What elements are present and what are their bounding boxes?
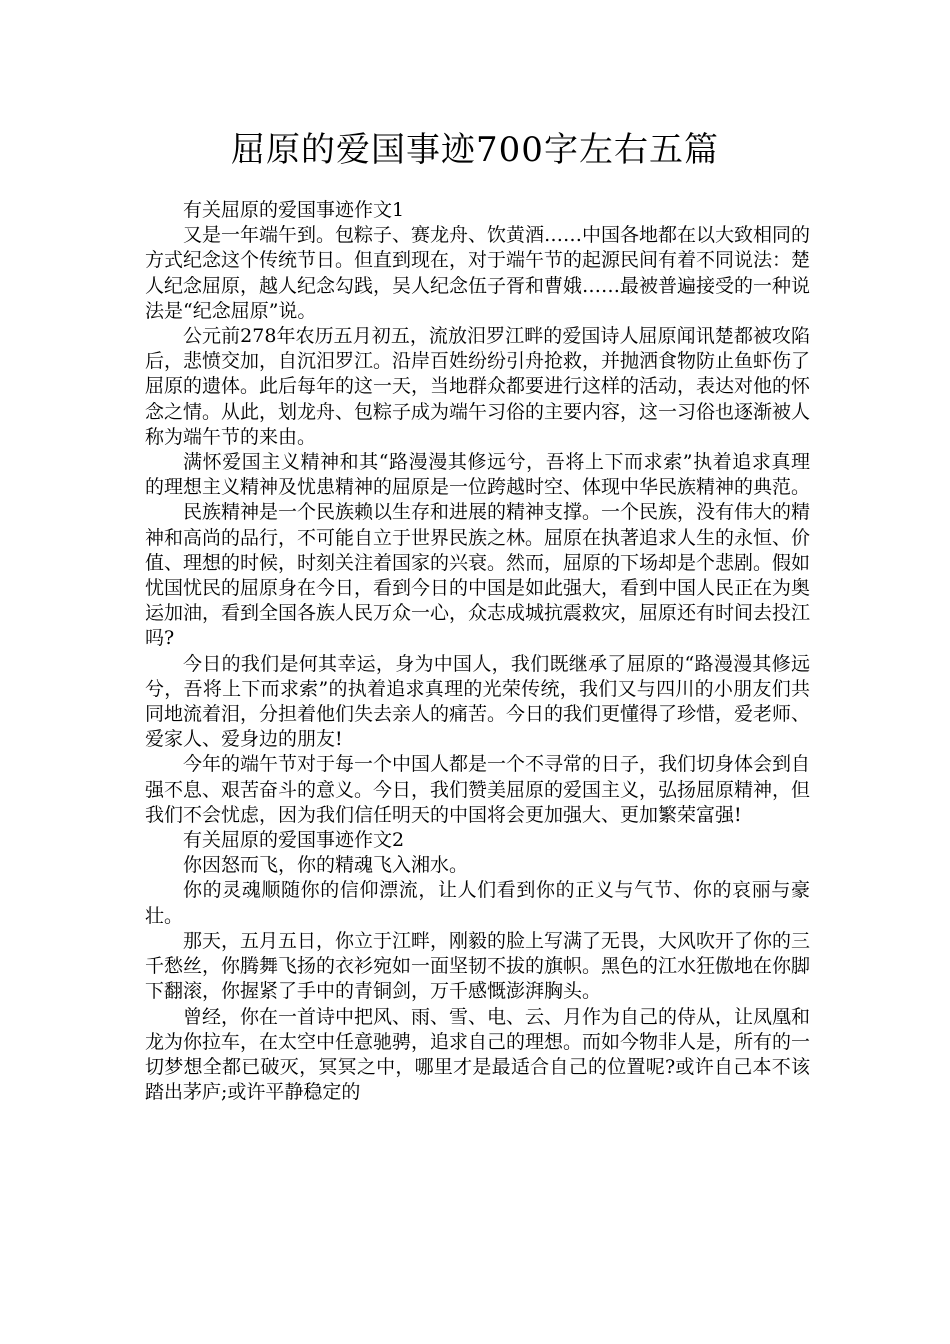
paragraph: 公元前278年农历五月初五，流放汨罗江畔的爱国诗人屈原闻讯楚都被攻陷后，悲愤交加，自沉汨罗江。沿岸百姓纷纷引舟抢救，并抛洒食物防止鱼虾伤了屈原的遗体。此后每年的这一天，当地群众都要进行这样的活动，表达对他的怀念之情。从此，划龙舟、包粽子成为端午习俗的主要内容，这一习俗也逐渐被人称为端午节的来由。: [145, 325, 811, 448]
document-body: [145, 198, 810, 1105]
paragraph: 那天，五月五日，你立于江畔，刚毅的脸上写满了无畏，大风吹开了你的三千愁丝，你腾舞飞扬的衣衫宛如一面坚韧不拔的旗帜。黑色的江水狂傲地在你脚下翻滚，你握紧了手中的青铜剑，万千感慨澎湃胸头。: [145, 929, 811, 1003]
paragraph: 你的灵魂顺随你的信仰漂流，让人们看到你的正义与气节、你的哀丽与豪壮。: [145, 879, 810, 927]
document-title: 屈原的爱国事迹700字左右五篇: [231, 130, 719, 170]
paragraph: 今日的我们是何其幸运，身为中国人，我们既继承了屈原的“路漫漫其修远兮，吾将上下而求索”的执着追求真理的光荣传统，我们又与四川的小朋友们共同地流着泪，分担着他们失去亲人的痛苦。今日的我们更懂得了珍惜，爱老师、爱家人、爱身边的朋友!: [145, 652, 811, 751]
paragraph: 曾经，你在一首诗中把风、雨、雪、电、云、月作为自己的侍从，让凤凰和龙为你拉车，在太空中任意驰骋，追求自己的理想。而如今物非人是，所有的一切梦想全都已破灭，冥冥之中，哪里才是最适合自己的位置呢?或许自己本不该踏出茅庐;或许平静稳定的: [145, 1005, 811, 1104]
paragraph: 满怀爱国主义精神和其“路漫漫其修远兮，吾将上下而求索”执着追求真理的理想主义精神及忧患精神的屈原是一位跨越时空、体现中华民族精神的典范。: [145, 451, 811, 499]
paragraph: 你因怒而飞，你的精魂飞入湘水。: [183, 854, 469, 877]
paragraph: 民族精神是一个民族赖以生存和进展的精神支撑。一个民族，没有伟大的精神和高尚的品行，不可能自立于世界民族之林。屈原在执著追求人生的永恒、价值、理想的时候，时刻关注着国家的兴衰。然而，屈原的下场却是个悲剧。假如忧国忧民的屈原身在今日，看到今日的中国是如此强大，看到中国人民正在为奥运加油，看到全国各族人民万众一心，众志成城抗震救灾，屈原还有时间去投江吗?: [145, 501, 811, 650]
paragraph: 又是一年端午到。包粽子、赛龙舟、饮黄酒……中国各地都在以大致相同的方式纪念这个传统节日。但直到现在，对于端午节的起源民间有着不同说法：楚人纪念屈原，越人纪念勾践，吴人纪念伍子胥和曹娥……最被普遍接受的一种说法是“纪念屈原”说。: [145, 224, 811, 322]
essay-heading-2: 有关屈原的爱国事迹作文2: [183, 829, 405, 852]
paragraph: 今年的端午节对于每一个中国人都是一个不寻常的日子，我们切身体会到自强不息、艰苦奋斗的意义。今日，我们赞美屈原的爱国主义，弘扬屈原精神，但我们不会忧虑，因为我们信任明天的中国将会更加强大、更加繁荣富强!: [145, 753, 811, 826]
essay-heading-1: 有关屈原的爱国事迹作文1: [183, 199, 405, 221]
